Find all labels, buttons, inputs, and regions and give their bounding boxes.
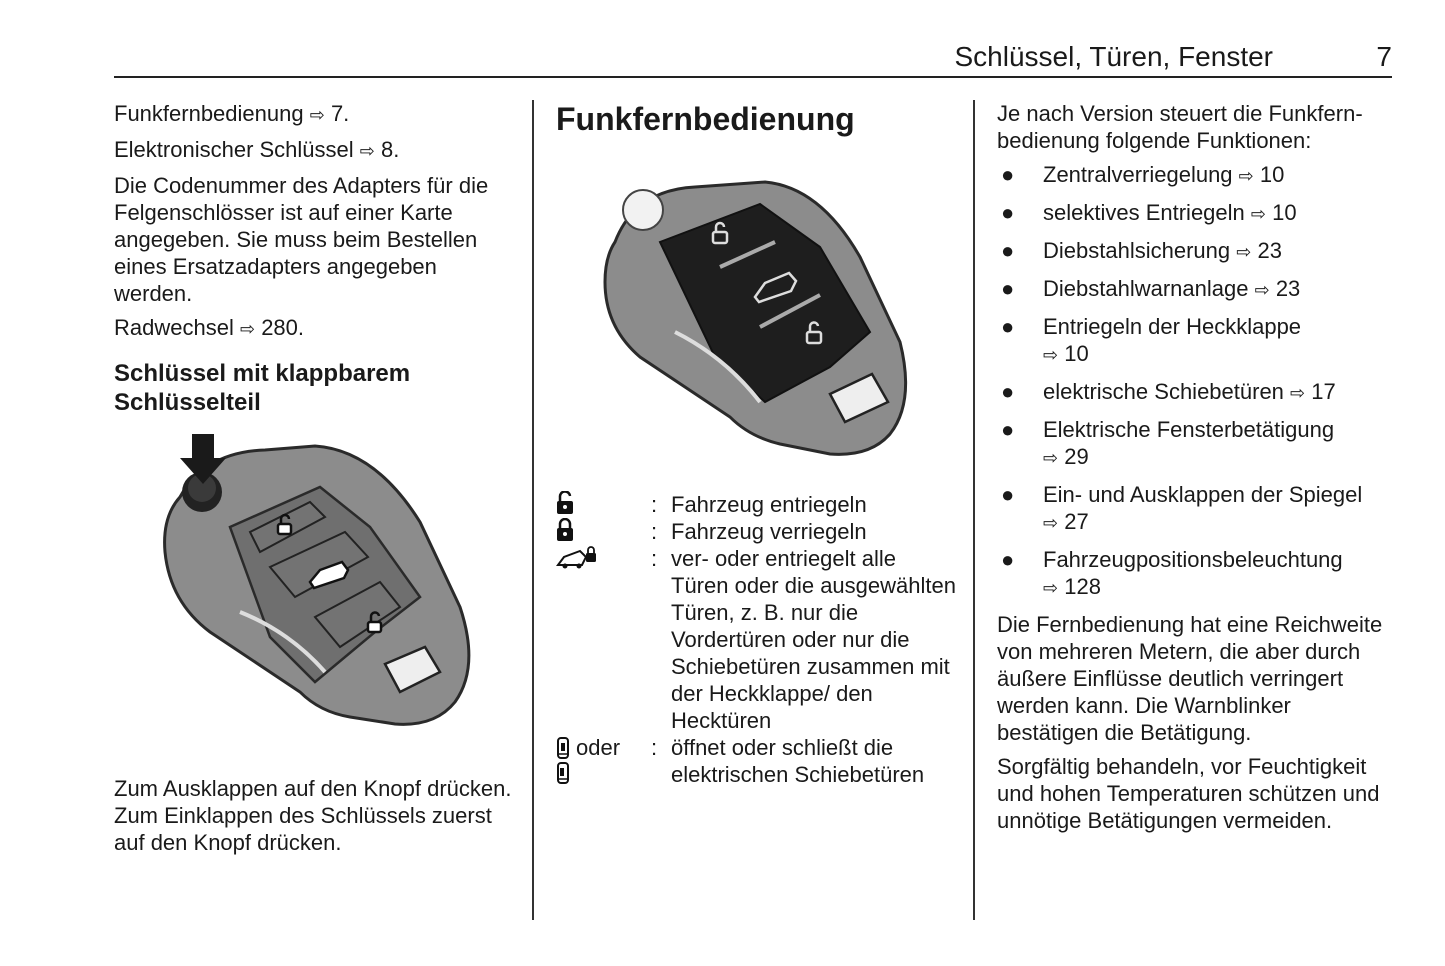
legend-row: oder : öffnet oder schließt die elektrischen Schiebetüren (556, 734, 956, 788)
car-lock-icon (556, 545, 651, 734)
column-divider-2 (973, 100, 975, 920)
page-number: 7 (1376, 41, 1392, 72)
paragraph: Zum Ausklappen auf den Knopf drücken. Zum Einklappen des Schlüssels zuerst auf den Knopf drücken. (114, 776, 512, 855)
list-item: ● Diebstahlwarnanlage ⇨ 23 (1001, 276, 1301, 301)
list-item: ● elektrische Schiebetüren ⇨ 17 (1001, 379, 1336, 404)
crossref-line (114, 100, 514, 129)
crossref-page: 7. (330, 101, 350, 126)
lock-icon (556, 518, 651, 545)
button-legend (556, 491, 956, 788)
unlock-icon (556, 491, 651, 518)
ref-arrow-icon: ⇨ (1043, 345, 1059, 365)
legend-row: : ver- oder entriegelt alle Türen oder die ausgewählten Türen, z. B. nur die Vordertüren oder nur die Schiebetüren zusammen mit der Heckklappe/ den Hecktüren (556, 545, 956, 734)
legend-text: öffnet oder schließt die elektrischen Schiebetüren (671, 735, 925, 787)
key-fold-illustration (150, 432, 480, 732)
section-heading: Funkfernbedienung (556, 101, 855, 137)
ref-arrow-icon: ⇨ (1254, 280, 1270, 300)
sliding-door-icon (556, 734, 651, 788)
legend-symbol-suffix: oder (576, 735, 621, 760)
legend-text: Fahrzeug verriegeln (671, 519, 867, 544)
column-divider-1 (532, 100, 534, 920)
legend-text: ver- oder entriegelt alle Türen oder die ausgewählten Türen, z. B. nur die Vordertüren oder nur die Schiebetüren zusammen mit der Heckklappe/ den Hecktüren (671, 546, 956, 733)
section-subheading: Schlüssel mit klappbarem Schlüsselteil (114, 360, 411, 416)
crossref-page: 8. (381, 137, 400, 162)
paragraph: Die Fernbedienung hat eine Reichweite von mehreren Metern, die aber durch äußere Einflüsse deutlich verringert werden kann. Die Warnblinker bestätigen die Betätigung. (997, 612, 1383, 745)
crossref-text: Radwechsel (114, 315, 234, 340)
ref-arrow-icon: ⇨ (239, 319, 256, 339)
paragraph: Die Codenummer des Adapters für die Felgenschlösser ist auf einer Karte angegeben. Sie muss beim Bestellen eines Ersatzadapters angegeben werden. (114, 173, 489, 306)
ref-arrow-icon: ⇨ (309, 105, 325, 125)
list-item: ● Fahrzeugpositionsbeleuchtung ⇨ 128 (1001, 547, 1343, 599)
ref-arrow-icon: ⇨ (1238, 166, 1254, 186)
list-item: ● Zentralverriegelung ⇨ 10 (1001, 162, 1285, 187)
list-item: ● Diebstahlsicherung ⇨ 23 (1001, 238, 1282, 263)
paragraph: Sorgfältig behandeln, vor Feuchtigkeit und hohen Temperaturen schützen und unnötige Betätigungen vermeiden. (997, 754, 1380, 833)
crossref-line (114, 314, 514, 343)
list-item: ● selektives Entriegeln ⇨ 10 (1001, 200, 1297, 225)
crossref-page: 280. (261, 315, 305, 340)
legend-row: : Fahrzeug verriegeln (556, 518, 956, 545)
legend-text: Fahrzeug entriegeln (671, 492, 867, 517)
right-column (997, 100, 1395, 841)
list-item: ● Elektrische Fensterbetätigung ⇨ 29 (1001, 417, 1335, 469)
ref-arrow-icon: ⇨ (1043, 448, 1059, 468)
ref-arrow-icon: ⇨ (1043, 513, 1059, 533)
legend-row: : Fahrzeug entriegeln (556, 491, 956, 518)
crossref-text: Elektronischer Schlüssel (114, 137, 354, 162)
page-header-title: Schlüssel, Türen, Fenster (954, 41, 1273, 72)
crossref-line (114, 136, 514, 165)
list-item: ● Ein- und Ausklappen der Spiegel ⇨ 27 (1001, 482, 1363, 534)
paragraph: Je nach Version steuert die Funkfernbedienung folgende Funktionen: (997, 101, 1363, 153)
ref-arrow-icon: ⇨ (1236, 242, 1252, 262)
ref-arrow-icon: ⇨ (1290, 383, 1306, 403)
header-rule (114, 76, 1392, 78)
function-list (997, 161, 1395, 602)
crossref-text: Funkfernbedienung (114, 101, 304, 126)
remote-key-illustration (600, 162, 910, 462)
ref-arrow-icon: ⇨ (1043, 578, 1059, 598)
left-column (114, 100, 514, 417)
ref-arrow-icon: ⇨ (359, 141, 375, 161)
list-item: ● Entriegeln der Heckklappe ⇨ 10 (1001, 314, 1302, 366)
ref-arrow-icon: ⇨ (1250, 204, 1266, 224)
